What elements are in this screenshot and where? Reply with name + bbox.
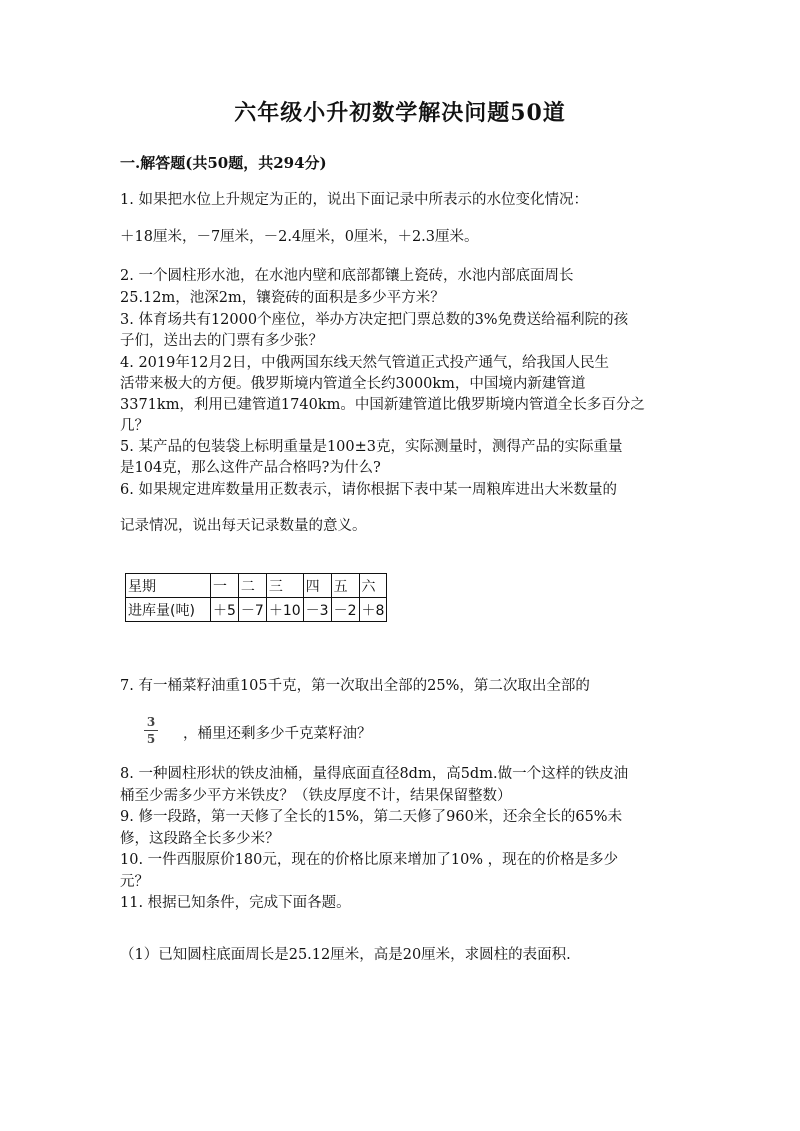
table-cell: 五 <box>331 574 359 598</box>
table-cell: 进库量(吨) <box>126 598 211 622</box>
question-11-line-1: 11. 根据已知条件，完成下面各题。 <box>120 895 351 911</box>
table-cell: 二 <box>238 574 266 598</box>
question-5-line-1: 5. 某产品的包装袋上标明重量是100±3克，实际测量时，测得产品的实际重量 <box>120 439 623 455</box>
question-1-line-1: 1. 如果把水位上升规定为正的，说出下面记录中所表示的水位变化情况： <box>120 192 588 208</box>
question-6-line-1: 6. 如果规定进库数量用正数表示，请你根据下表中某一周粮库进出大米数量的 <box>120 482 617 498</box>
fraction-three-fifths <box>144 715 158 746</box>
rice-storage-table <box>125 573 387 622</box>
question-4-line-1: 4. 2019年12月2日，中俄两国东线天然气管道正式投产通气，给我国人民生 <box>120 355 610 371</box>
fraction-numerator: 3 <box>146 715 156 729</box>
question-4-line-2: 活带来极大的方便。俄罗斯境内管道全长约3000km，中国境内新建管道 <box>120 376 586 392</box>
page-title: 六年级小升初数学解决问题50道 <box>234 100 566 126</box>
question-7-line-1: 7. 有一桶菜籽油重105千克，第一次取出全部的25%，第二次取出全部的 <box>120 678 590 694</box>
table-cell: 四 <box>303 574 331 598</box>
table-cell: 六 <box>359 574 387 598</box>
question-1-line-2: ＋18厘米，－7厘米，－2.4厘米，0厘米，＋2.3厘米。 <box>120 229 479 245</box>
question-8-line-1: 8. 一种圆柱形状的铁皮油桶，量得底面直径8dm，高5dm.做一个这样的铁皮油 <box>120 766 629 782</box>
question-7-line-2: ，桶里还剩多少千克菜籽油？ <box>183 726 372 742</box>
question-10-line-1: 10. 一件西服原价180元，现在的价格比原来增加了10% ，现在的价格是多少 <box>120 852 619 868</box>
question-8-line-2: 桶至少需多少平方米铁皮？（铁皮厚度不计，结果保留整数） <box>120 788 512 804</box>
question-6-line-2: 记录情况，说出每天记录数量的意义。 <box>120 518 367 534</box>
table-row <box>126 598 387 622</box>
section-heading: 一.解答题(共50题，共294分) <box>120 154 327 172</box>
question-11-part-1: （1）已知圆柱底面周长是25.12厘米，高是20厘米，求圆柱的表面积. <box>120 947 571 963</box>
question-9-line-2: 修，这段路全长多少米？ <box>120 831 280 847</box>
table-cell: ＋8 <box>359 598 387 622</box>
table-cell: －2 <box>331 598 359 622</box>
table-cell: 星期 <box>126 574 211 598</box>
table-cell: 一 <box>211 574 239 598</box>
table-header-row <box>126 574 387 598</box>
fraction-bar <box>144 730 158 731</box>
question-9-line-1: 9. 修一段路，第一天修了全长的15%，第二天修了960米，还余全长的65%未 <box>120 809 623 825</box>
table-cell: 三 <box>266 574 303 598</box>
table-cell: －3 <box>303 598 331 622</box>
table-cell: ＋10 <box>266 598 303 622</box>
question-10-line-2: 元？ <box>120 874 149 890</box>
fraction-denominator: 5 <box>146 732 156 746</box>
question-2-line-2: 25.12m，池深2m，镶瓷砖的面积是多少平方米？ <box>120 290 445 306</box>
question-5-line-2: 是104克，那么这件产品合格吗?为什么? <box>120 460 381 476</box>
question-4-line-3: 3371km，利用已建管道1740km。中国新建管道比俄罗斯境内管道全长多百分之 <box>120 397 645 413</box>
table-cell: ＋5 <box>211 598 239 622</box>
table-cell: －7 <box>238 598 266 622</box>
question-4-line-4: 几？ <box>120 418 149 434</box>
question-3-line-1: 3. 体育场共有12000个座位，举办方决定把门票总数的3%免费送给福利院的孩 <box>120 312 629 328</box>
question-2-line-1: 2. 一个圆柱形水池，在水池内壁和底部都镶上瓷砖，水池内部底面周长 <box>120 268 574 284</box>
question-3-line-2: 子们，送出去的门票有多少张？ <box>120 333 323 349</box>
